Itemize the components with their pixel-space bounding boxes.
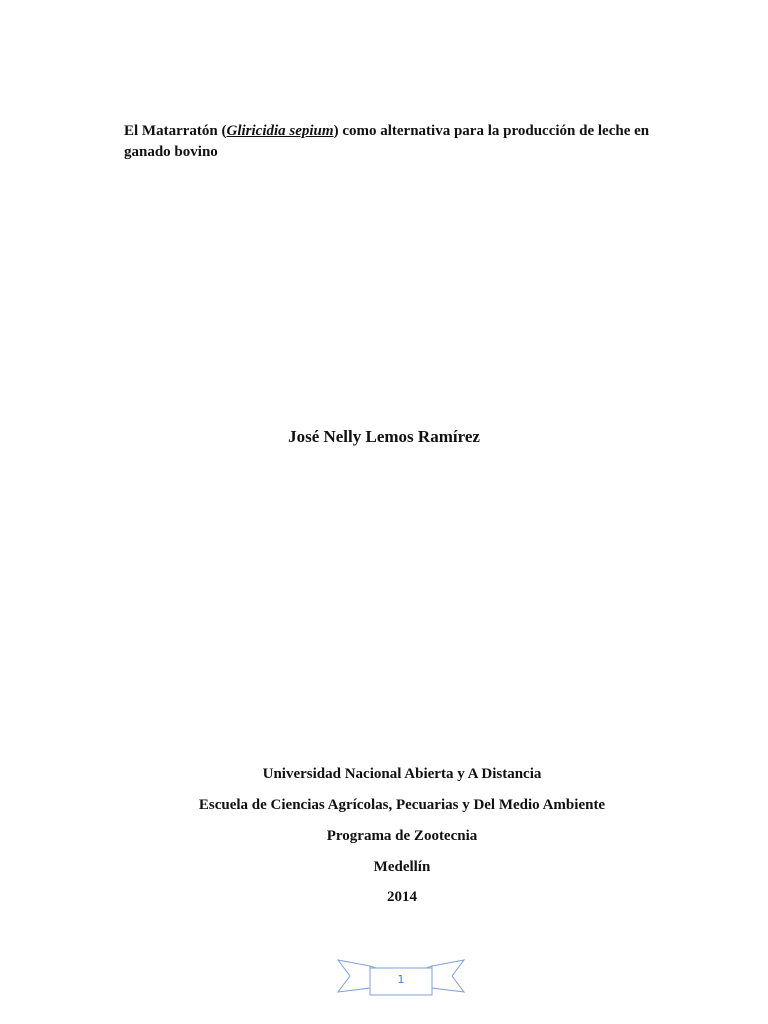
title-part-2: ) como alternativa para la producción de leche en ganado bovino	[124, 123, 650, 160]
program-name: Programa de Zootecnia	[326, 828, 478, 844]
year: 2014	[387, 889, 417, 905]
city-name: Medellín	[373, 859, 431, 875]
author-name: José Nelly Lemos Ramírez	[288, 427, 480, 446]
page-number: 1	[397, 973, 405, 986]
title-scientific-name: Gliricidia sepium	[226, 123, 334, 139]
document-title	[124, 121, 664, 163]
institution-name: Universidad Nacional Abierta y A Distancia	[262, 766, 542, 782]
title-part-1: El Matarratón (	[124, 123, 227, 139]
school-name: Escuela de Ciencias Agrícolas, Pecuarias y Del Medio Ambiente	[198, 797, 606, 813]
